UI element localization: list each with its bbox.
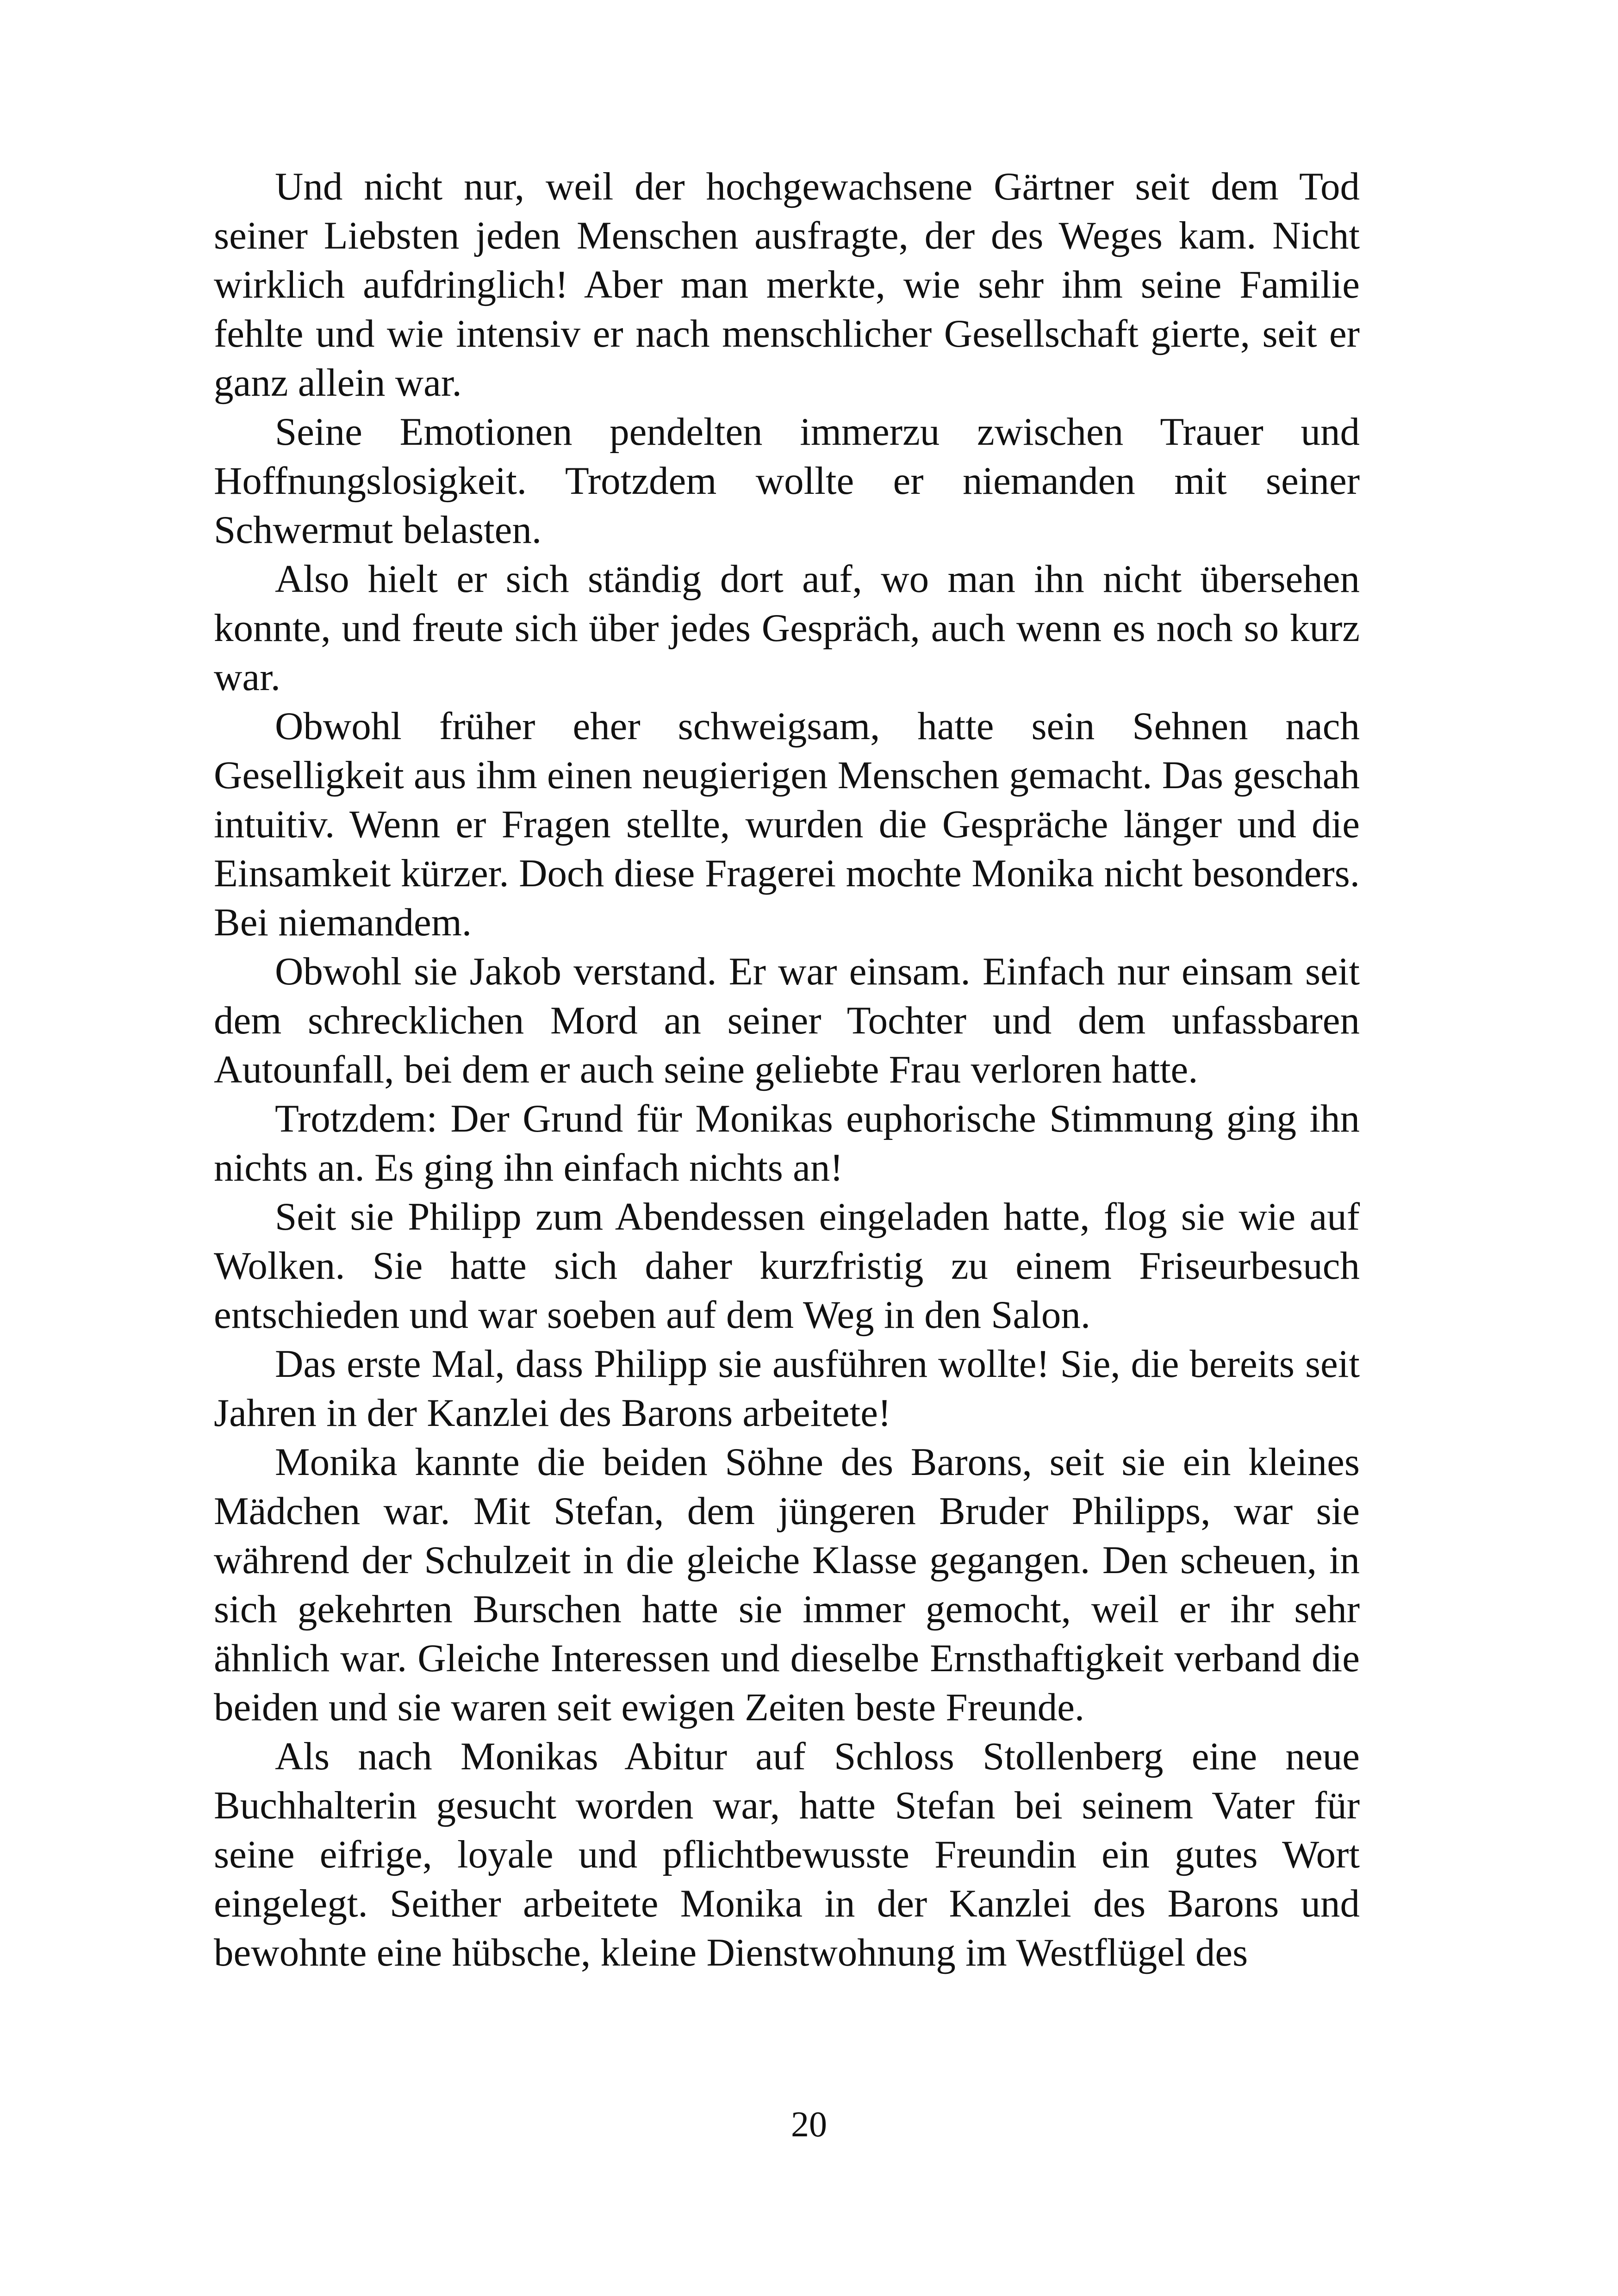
- paragraph-2: Seine Emotionen pendelten immerzu zwischen Trauer und Hoffnungslosigkeit. Trotzdem wollte er niemanden mit seiner Schwermut belasten.: [214, 410, 1360, 552]
- paragraph-5: Obwohl sie Jakob verstand. Er war einsam. Einfach nur einsam seit dem schrecklichen Mord an seiner Tochter und dem unfassbaren Autounfall, bei dem er auch seine geliebte Frau verloren hatte.: [214, 950, 1360, 1091]
- paragraph-9: Monika kannte die beiden Söhne des Barons, seit sie ein kleines Mädchen war. Mit Stefan, dem jüngeren Bruder Philipps, war sie während der Schulzeit in die gleiche Klasse gegangen. Den scheuen, in sich gekehrten Burschen hatte sie immer gemocht, weil er ihr sehr ähnlich war. Gleiche Interessen und dieselbe Ernsthaftigkeit verband die beiden und sie waren seit ewigen Zeiten beste Freunde.: [214, 1440, 1360, 1729]
- paragraph-4: Obwohl früher eher schweigsam, hatte sein Sehnen nach Geselligkeit aus ihm einen neugierigen Menschen gemacht. Das geschah intuitiv. Wenn er Fragen stellte, wurden die Gespräche länger und die Einsamkeit kürzer. Doch diese Fragerei mochte Monika nicht besonders. Bei niemandem.: [214, 704, 1360, 944]
- paragraph-10: Als nach Monikas Abitur auf Schloss Stollenberg eine neue Buchhalterin gesucht worden war, hatte Stefan bei seinem Vater für seine eifrige, loyale und pflichtbewusste Freundin ein gutes Wort eingelegt. Seither arbeitete Monika in der Kanzlei des Barons und bewohnte eine hübsche, kleine Dienstwohnung im Westflügel des: [214, 1735, 1360, 1974]
- paragraph-3: Also hielt er sich ständig dort auf, wo man ihn nicht übersehen konnte, und freute sich über jedes Gespräch, auch wenn es noch so kurz war.: [214, 557, 1360, 699]
- paragraph-8: Das erste Mal, dass Philipp sie ausführen wollte! Sie, die bereits seit Jahren in der Kanzlei des Barons arbeitete!: [214, 1342, 1360, 1435]
- page-number: 20: [791, 2104, 827, 2144]
- paragraph-7: Seit sie Philipp zum Abendessen eingeladen hatte, flog sie wie auf Wolken. Sie hatte sich daher kurzfristig zu einem Friseurbesuch entschieden und war soeben auf dem Weg in den Salon.: [214, 1195, 1360, 1337]
- paragraph-6: Trotzdem: Der Grund für Monikas euphorische Stimmung ging ihn nichts an. Es ging ihn einfach nichts an!: [214, 1097, 1360, 1189]
- paragraph-1: Und nicht nur, weil der hochgewachsene Gärtner seit dem Tod seiner Liebsten jeden Menschen ausfragte, der des Weges kam. Nicht wirklich aufdringlich! Aber man merkte, wie sehr ihm seine Familie fehlte und wie intensiv er nach menschlicher Gesellschaft gierte, seit er ganz allein war.: [214, 165, 1360, 404]
- body-text: [214, 162, 1360, 1977]
